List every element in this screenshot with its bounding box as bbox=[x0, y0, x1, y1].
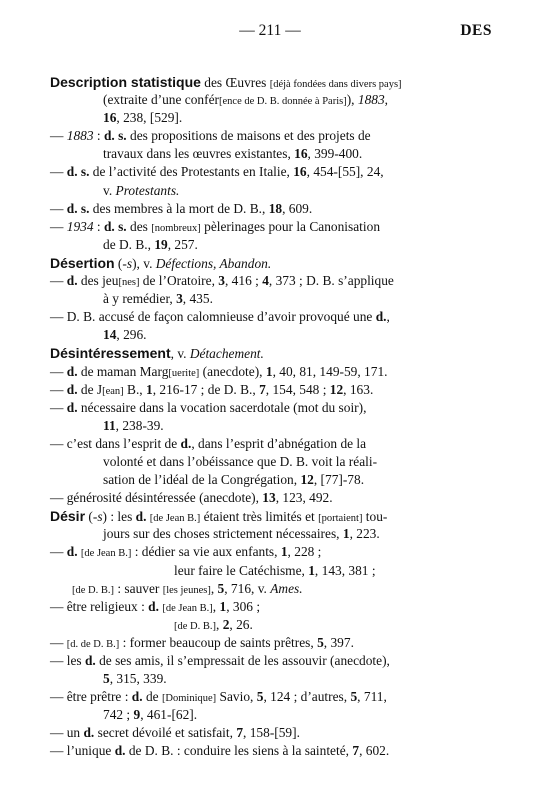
entry-text: , [77]-78. bbox=[313, 472, 365, 488]
entry-text: s bbox=[97, 509, 103, 525]
entry-text: 1883 bbox=[66, 128, 94, 144]
entry-text: , 306 ; bbox=[226, 598, 261, 614]
index-line bbox=[50, 290, 490, 308]
entry-text: 19 bbox=[154, 236, 168, 252]
entry-text: [les jeunes] bbox=[162, 584, 211, 596]
index-line bbox=[50, 706, 490, 724]
entry-text: , v. bbox=[170, 346, 190, 362]
index-line bbox=[50, 562, 490, 580]
index-line bbox=[50, 634, 490, 652]
entry-text: des bbox=[126, 218, 152, 234]
entry-text: 18 bbox=[268, 200, 283, 216]
entry-text: d. bbox=[84, 653, 96, 668]
entry-text: de bbox=[142, 689, 162, 705]
entry-text: , v. bbox=[136, 255, 156, 271]
entry-text: — bbox=[50, 544, 67, 560]
entry-text: (- bbox=[85, 509, 98, 525]
entry-text: , bbox=[351, 92, 358, 108]
entry-text: , 461-[62]. bbox=[140, 707, 198, 723]
entry-text: 2 bbox=[222, 616, 230, 632]
entry-text: ) : les bbox=[102, 509, 136, 525]
entry-text: d. bbox=[83, 725, 95, 741]
entry-text: [ence de D. B. donnée à Paris] bbox=[219, 96, 347, 108]
entry-text: 7 bbox=[352, 743, 360, 759]
entry-text: : bbox=[93, 218, 104, 234]
entry-text: , 223. bbox=[349, 526, 380, 542]
entry-text: , 609. bbox=[282, 200, 313, 216]
index-line bbox=[50, 254, 490, 272]
index-line bbox=[50, 363, 490, 381]
entry-text: de ses amis, il s’empressait de les assouvir (anecdote), bbox=[95, 653, 390, 668]
entry-text: , 435. bbox=[182, 291, 213, 307]
entry-text: de l’activité des Protestants en Italie, bbox=[89, 164, 294, 180]
entry-text: v. bbox=[103, 182, 116, 198]
entry-text: s bbox=[126, 255, 133, 271]
entry-text: d. bbox=[131, 689, 143, 705]
entry-text: , bbox=[212, 598, 220, 614]
entry-text: [nes] bbox=[118, 277, 140, 289]
entry-headword: Désir bbox=[50, 508, 86, 525]
entry-text: , 711, bbox=[357, 689, 387, 705]
entry-text: d. bbox=[180, 435, 192, 451]
entry-text: — générosité désintéressée (anecdote), bbox=[50, 490, 263, 506]
index-line bbox=[50, 326, 490, 344]
index-line bbox=[50, 580, 490, 598]
entry-text: , 228 ; bbox=[287, 544, 322, 560]
entry-text: , 238-39. bbox=[115, 417, 164, 433]
entry-text: [déjà fondées dans divers pays] bbox=[269, 79, 402, 90]
entry-text: 5 bbox=[256, 689, 264, 705]
entry-text: 7 bbox=[259, 381, 266, 397]
entry-text: , 373 ; D. B. s’applique bbox=[268, 273, 394, 289]
entry-text: , 296. bbox=[116, 327, 147, 343]
entry-text: — bbox=[50, 273, 67, 289]
entry-text: — bbox=[50, 200, 67, 216]
entry-text: , 399-400. bbox=[307, 146, 363, 162]
entry-text: — bbox=[50, 363, 67, 379]
entry-text: de J bbox=[77, 381, 103, 397]
entry-text: (extraite d’une confér bbox=[103, 92, 219, 108]
entry-text: d. bbox=[66, 381, 78, 397]
index-line bbox=[50, 507, 490, 525]
entry-text: : bbox=[93, 128, 104, 144]
entry-text: 1 bbox=[265, 363, 273, 379]
entry-text: — D. B. accusé de façon calomnieuse d’avoir provoqué une bbox=[50, 309, 376, 325]
entry-headword: Désertion bbox=[50, 254, 115, 271]
entry-text: d. bbox=[66, 363, 78, 379]
entry-text: 1 bbox=[146, 381, 153, 397]
entry-text: d. bbox=[148, 598, 159, 614]
entry-text: , 216-17 ; de D. B., bbox=[152, 381, 260, 397]
entry-text: 5 bbox=[103, 671, 110, 687]
entry-text: des Œuvres bbox=[200, 75, 270, 90]
index-line bbox=[50, 453, 490, 471]
entry-text: , bbox=[210, 580, 218, 596]
entry-text: 4 bbox=[262, 273, 269, 289]
entry-text: , 454-[55], 24, bbox=[306, 164, 384, 180]
index-line bbox=[50, 471, 490, 489]
entry-text: , 124 ; d’autres, bbox=[263, 689, 351, 705]
entry-text: B., bbox=[123, 381, 146, 397]
entry-text: , 238, bbox=[116, 110, 150, 126]
index-line bbox=[50, 435, 490, 453]
index-line bbox=[50, 344, 490, 362]
index-line bbox=[50, 145, 490, 163]
entry-text: — bbox=[50, 381, 67, 397]
entry-text: — un bbox=[50, 725, 84, 741]
entry-headword: Désintéressement bbox=[50, 345, 171, 362]
entry-text: pèlerinages pour la Canonisation bbox=[200, 218, 381, 234]
entry-text: d. s. bbox=[103, 128, 127, 144]
index-line bbox=[50, 742, 490, 760]
entry-text: [529]. bbox=[149, 110, 183, 126]
entry-text: secret dévoilé et satisfait, bbox=[94, 725, 237, 741]
entry-text: 12 bbox=[300, 472, 314, 488]
entry-text: des membres à la mort de D. B., bbox=[89, 200, 269, 216]
index-line bbox=[50, 525, 490, 543]
index-line bbox=[50, 200, 490, 218]
entry-text: — bbox=[50, 218, 67, 234]
entry-text: — c’est dans l’esprit de bbox=[50, 435, 181, 451]
entry-text: , 40, 81, 149-59, 171. bbox=[272, 363, 388, 379]
index-line bbox=[50, 308, 490, 326]
index-line bbox=[50, 182, 490, 200]
entry-text: des jeu bbox=[77, 273, 119, 289]
entry-text: 1 bbox=[219, 598, 227, 614]
entry-text: d. bbox=[375, 309, 387, 325]
entry-text: — bbox=[50, 634, 67, 650]
entry-text: , 397. bbox=[323, 634, 354, 650]
guide-word: DES bbox=[460, 22, 492, 39]
entry-text: , 26. bbox=[229, 616, 253, 632]
entry-text: 16 bbox=[293, 164, 307, 180]
index-line bbox=[50, 236, 490, 254]
entry-text: , bbox=[384, 92, 389, 108]
entry-text: [de Jean B.] bbox=[149, 513, 201, 525]
entry-text: , 158-[59]. bbox=[243, 725, 300, 741]
entry-text: de maman Marg bbox=[77, 363, 169, 379]
entry-text: d. s. bbox=[103, 218, 127, 234]
entry-text: 1 bbox=[280, 544, 288, 560]
entry-text: 14 bbox=[103, 327, 117, 343]
entry-text: , 154, 548 ; bbox=[265, 381, 330, 397]
entry-text: 1 bbox=[342, 526, 350, 542]
entry-text: d. bbox=[66, 399, 78, 415]
index-line bbox=[50, 417, 490, 435]
index-line bbox=[50, 543, 490, 561]
entry-text: étaient très limités et bbox=[200, 509, 319, 525]
entry-text: sation de l’idéal de la Congrégation, bbox=[103, 472, 301, 488]
entry-text: , 416 ; bbox=[224, 273, 263, 289]
entry-text: 16 bbox=[294, 146, 308, 162]
entry-text: [de D. B.] bbox=[72, 584, 114, 596]
entry-text: des propositions de maisons et des projets de bbox=[126, 128, 371, 144]
entry-headword: Description statistique bbox=[50, 74, 201, 90]
entry-text: d. bbox=[114, 743, 126, 759]
entry-text: 1 bbox=[308, 562, 315, 578]
entry-text: , 123, 492. bbox=[275, 490, 333, 506]
entry-text: 5 bbox=[350, 689, 358, 705]
index-line bbox=[50, 218, 490, 236]
entry-text: leur faire le Catéchisme, bbox=[174, 562, 309, 578]
entry-text: jours sur des choses strictement nécessaires, bbox=[103, 526, 343, 542]
entry-text: 3 bbox=[176, 291, 183, 307]
index-line bbox=[50, 489, 490, 507]
entry-text: [uerite] bbox=[168, 367, 200, 379]
entry-text: — bbox=[50, 128, 67, 144]
index-line bbox=[50, 598, 490, 616]
entry-text: 13 bbox=[262, 490, 276, 506]
index-line bbox=[50, 73, 490, 91]
entry-text: Détachement. bbox=[189, 346, 264, 362]
index-line bbox=[50, 670, 490, 688]
index-line bbox=[50, 381, 490, 399]
entry-text: d. bbox=[135, 509, 147, 525]
entry-text: [de Jean B.] bbox=[80, 548, 132, 560]
entry-text: 1883 bbox=[357, 92, 385, 108]
entry-text: de D. B., bbox=[103, 236, 155, 252]
entry-text: de l’Oratoire, bbox=[139, 273, 219, 289]
index-line bbox=[50, 163, 490, 181]
entry-text: [de D. B.] bbox=[174, 620, 216, 632]
entry-text: 12 bbox=[329, 381, 344, 397]
entry-text: , 602. bbox=[359, 743, 390, 759]
entry-text: 1934 bbox=[66, 218, 94, 234]
index-line bbox=[50, 109, 490, 127]
index-line bbox=[50, 399, 490, 417]
entry-text: (- bbox=[114, 255, 127, 271]
entry-text: volonté et dans l’obéissance que D. B. voit la réali- bbox=[103, 453, 378, 469]
entry-text: , 716, v. bbox=[224, 580, 271, 596]
entry-text: — l’unique bbox=[50, 743, 115, 759]
entry-text: 7 bbox=[236, 725, 244, 741]
entry-text: , bbox=[386, 309, 390, 325]
entry-text: — être religieux : bbox=[50, 598, 149, 614]
index-line bbox=[50, 91, 490, 109]
entry-text: 11 bbox=[103, 417, 116, 433]
entry-text: 9 bbox=[133, 707, 141, 723]
entry-text: d. s. bbox=[66, 164, 90, 180]
entry-text: [portaient] bbox=[318, 513, 363, 525]
index-line bbox=[50, 724, 490, 742]
entry-text: à y remédier, bbox=[103, 291, 177, 307]
page-number: — 211 — bbox=[239, 22, 301, 39]
entry-text: 3 bbox=[218, 273, 225, 289]
index-line bbox=[50, 127, 490, 145]
entry-text: — bbox=[50, 399, 67, 415]
entry-text: [de Jean B.] bbox=[162, 602, 213, 614]
entry-text: : former beaucoup de saints prêtres, bbox=[119, 634, 318, 650]
index-line bbox=[50, 272, 490, 290]
entry-text: nécessaire dans la vocation sacerdotale (mot du soir), bbox=[77, 399, 367, 415]
index-line bbox=[50, 616, 490, 634]
entry-text: : sauver bbox=[114, 580, 163, 596]
entry-text: Ames. bbox=[270, 580, 303, 596]
index-entries bbox=[50, 73, 490, 761]
entry-text: , 315, 339. bbox=[109, 671, 167, 687]
index-line bbox=[50, 688, 490, 706]
entry-text: 742 ; bbox=[103, 707, 134, 723]
entry-text: travaux dans les œuvres existantes, bbox=[103, 146, 295, 162]
entry-text: [Dominique] bbox=[161, 693, 217, 705]
entry-text: [d. de D. B.] bbox=[66, 638, 120, 650]
entry-text: [nombreux] bbox=[151, 222, 201, 234]
entry-text: d. bbox=[66, 544, 78, 560]
entry-text: d. s. bbox=[66, 200, 90, 216]
entry-text: (anecdote), bbox=[199, 363, 266, 379]
entry-text: ) bbox=[132, 255, 137, 271]
entry-text: 5 bbox=[317, 634, 324, 650]
entry-text: — bbox=[50, 164, 67, 180]
entry-text: Protestants. bbox=[115, 182, 180, 198]
entry-text: : dédier sa vie aux enfants, bbox=[131, 544, 281, 560]
index-line bbox=[50, 652, 490, 670]
entry-text: — être prêtre : bbox=[50, 689, 132, 705]
entry-text: Savio, bbox=[216, 689, 257, 705]
entry-text: , dans l’esprit d’abnégation de la bbox=[191, 435, 367, 451]
entry-text: , bbox=[216, 616, 223, 632]
entry-text: — les bbox=[50, 653, 85, 668]
entry-text: 5 bbox=[217, 580, 225, 596]
entry-text: tou- bbox=[362, 509, 388, 525]
entry-text: d. bbox=[66, 273, 78, 289]
running-header bbox=[0, 22, 540, 46]
entry-text: [ean] bbox=[102, 385, 124, 397]
entry-text: 16 bbox=[103, 110, 117, 126]
entry-text: , 163. bbox=[343, 381, 374, 397]
entry-text: ) bbox=[346, 92, 352, 108]
entry-text: de D. B. : conduire les siens à la sainteté, bbox=[125, 743, 353, 759]
entry-text: Défections, Abandon. bbox=[155, 255, 272, 271]
entry-text: , 143, 381 ; bbox=[314, 562, 376, 578]
entry-text: , 257. bbox=[167, 236, 198, 252]
